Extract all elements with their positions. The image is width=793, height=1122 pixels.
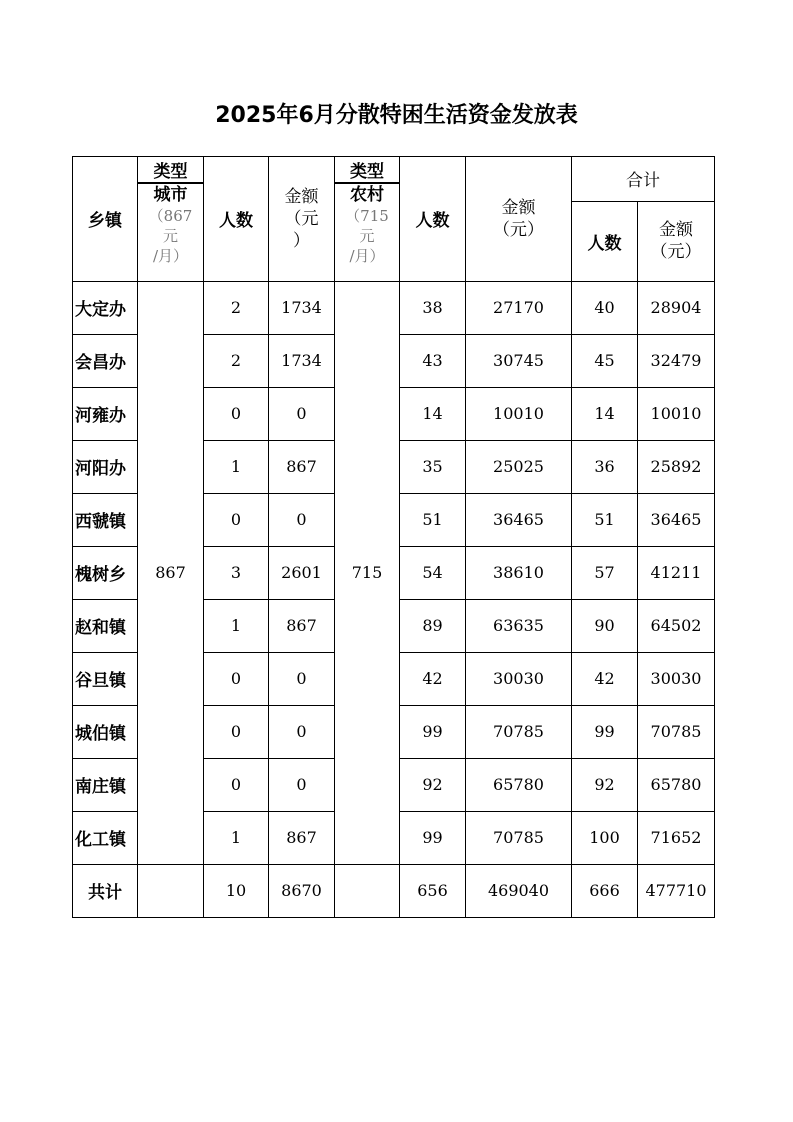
city-count: 1 xyxy=(204,599,269,652)
township-name: 赵和镇 xyxy=(73,599,138,652)
city-amount: 0 xyxy=(269,387,335,440)
header-rural-amount-line2: （元） xyxy=(493,219,544,240)
township-name: 西虢镇 xyxy=(73,493,138,546)
total-count: 100 xyxy=(572,811,638,864)
header-rural-label: 农村 xyxy=(350,185,384,205)
city-amount: 867 xyxy=(269,599,335,652)
total-amount: 65780 xyxy=(638,758,715,811)
township-name: 化工镇 xyxy=(73,811,138,864)
total-count: 14 xyxy=(572,387,638,440)
rural-count: 35 xyxy=(400,440,466,493)
rural-amount: 70785 xyxy=(466,811,572,864)
township-name: 城伯镇 xyxy=(73,705,138,758)
header-city-std-text: （867 元 /月） xyxy=(148,207,193,265)
total-amount: 30030 xyxy=(638,652,715,705)
rural-count: 92 xyxy=(400,758,466,811)
township-name: 会昌办 xyxy=(73,334,138,387)
township-name: 河雍办 xyxy=(73,387,138,440)
header-total-amount-line1: 金额 xyxy=(659,220,693,240)
township-name: 大定办 xyxy=(73,281,138,334)
city-amount: 1734 xyxy=(269,281,335,334)
rural-amount: 65780 xyxy=(466,758,572,811)
city-amount: 0 xyxy=(269,652,335,705)
header-city-count: 人数 xyxy=(204,157,269,282)
totals-total-count: 666 xyxy=(572,864,638,917)
rural-count: 89 xyxy=(400,599,466,652)
city-amount: 1734 xyxy=(269,334,335,387)
city-count: 0 xyxy=(204,652,269,705)
totals-rural-amount: 469040 xyxy=(466,864,572,917)
rural-count: 51 xyxy=(400,493,466,546)
total-amount: 25892 xyxy=(638,440,715,493)
city-count: 2 xyxy=(204,334,269,387)
rural-amount: 30030 xyxy=(466,652,572,705)
header-city-amount-line1: 金额 xyxy=(284,186,319,207)
city-count: 0 xyxy=(204,387,269,440)
rural-amount: 70785 xyxy=(466,705,572,758)
township-name: 南庄镇 xyxy=(73,758,138,811)
city-count: 0 xyxy=(204,493,269,546)
total-count: 90 xyxy=(572,599,638,652)
totals-city-amount: 8670 xyxy=(269,864,335,917)
township-name: 槐树乡 xyxy=(73,546,138,599)
header-township: 乡镇 xyxy=(73,157,138,282)
header-city-amount-line2: （元 ） xyxy=(284,208,319,251)
total-count: 40 xyxy=(572,281,638,334)
header-rural-std-text: （715 元 /月） xyxy=(345,207,389,265)
table-row xyxy=(73,281,715,334)
header-rural-amount xyxy=(466,157,572,282)
totals-row xyxy=(73,864,715,917)
rural-count: 42 xyxy=(400,652,466,705)
total-amount: 32479 xyxy=(638,334,715,387)
total-count: 45 xyxy=(572,334,638,387)
totals-label: 共计 xyxy=(73,864,138,917)
city-count: 2 xyxy=(204,281,269,334)
city-count: 0 xyxy=(204,705,269,758)
total-count: 51 xyxy=(572,493,638,546)
total-amount: 64502 xyxy=(638,599,715,652)
city-amount: 867 xyxy=(269,440,335,493)
rural-count: 99 xyxy=(400,705,466,758)
totals-city-count: 10 xyxy=(204,864,269,917)
header-rural-count: 人数 xyxy=(400,157,466,282)
page-title: 2025年6月分散特困生活资金发放表 xyxy=(215,103,578,128)
rural-amount: 10010 xyxy=(466,387,572,440)
city-amount: 0 xyxy=(269,758,335,811)
total-amount: 36465 xyxy=(638,493,715,546)
header-rural-amount-line1: 金额 xyxy=(501,197,536,218)
total-count: 36 xyxy=(572,440,638,493)
rural-amount: 63635 xyxy=(466,599,572,652)
total-count: 57 xyxy=(572,546,638,599)
total-count: 42 xyxy=(572,652,638,705)
header-total-count: 人数 xyxy=(572,201,638,281)
total-count: 99 xyxy=(572,705,638,758)
city-amount: 0 xyxy=(269,705,335,758)
totals-total-amount: 477710 xyxy=(638,864,715,917)
city-amount: 0 xyxy=(269,493,335,546)
city-amount: 2601 xyxy=(269,546,335,599)
total-amount: 41211 xyxy=(638,546,715,599)
header-city-std xyxy=(138,183,204,281)
city-standard: 867 xyxy=(138,281,204,864)
rural-amount: 30745 xyxy=(466,334,572,387)
header-rural-type: 类型 xyxy=(335,157,400,184)
rural-count: 38 xyxy=(400,281,466,334)
rural-amount: 36465 xyxy=(466,493,572,546)
city-count: 0 xyxy=(204,758,269,811)
header-city-type: 类型 xyxy=(138,157,204,184)
city-count: 3 xyxy=(204,546,269,599)
city-amount: 867 xyxy=(269,811,335,864)
rural-count: 43 xyxy=(400,334,466,387)
rural-count: 54 xyxy=(400,546,466,599)
total-count: 92 xyxy=(572,758,638,811)
totals-city-standard xyxy=(138,864,204,917)
header-rural-std xyxy=(335,183,400,281)
rural-count: 14 xyxy=(400,387,466,440)
total-amount: 71652 xyxy=(638,811,715,864)
total-amount: 10010 xyxy=(638,387,715,440)
township-name: 谷旦镇 xyxy=(73,652,138,705)
city-count: 1 xyxy=(204,811,269,864)
totals-rural-count: 656 xyxy=(400,864,466,917)
header-total-amount xyxy=(638,201,715,281)
header-city-amount xyxy=(269,157,335,282)
rural-count: 99 xyxy=(400,811,466,864)
header-total: 合计 xyxy=(572,157,715,202)
township-name: 河阳办 xyxy=(73,440,138,493)
rural-amount: 25025 xyxy=(466,440,572,493)
disbursement-table xyxy=(72,156,715,918)
totals-rural-standard xyxy=(335,864,400,917)
rural-amount: 27170 xyxy=(466,281,572,334)
rural-standard: 715 xyxy=(335,281,400,864)
total-amount: 70785 xyxy=(638,705,715,758)
header-city-label: 城市 xyxy=(153,185,188,205)
total-amount: 28904 xyxy=(638,281,715,334)
rural-amount: 38610 xyxy=(466,546,572,599)
city-count: 1 xyxy=(204,440,269,493)
header-total-amount-line2: （元） xyxy=(650,242,702,262)
